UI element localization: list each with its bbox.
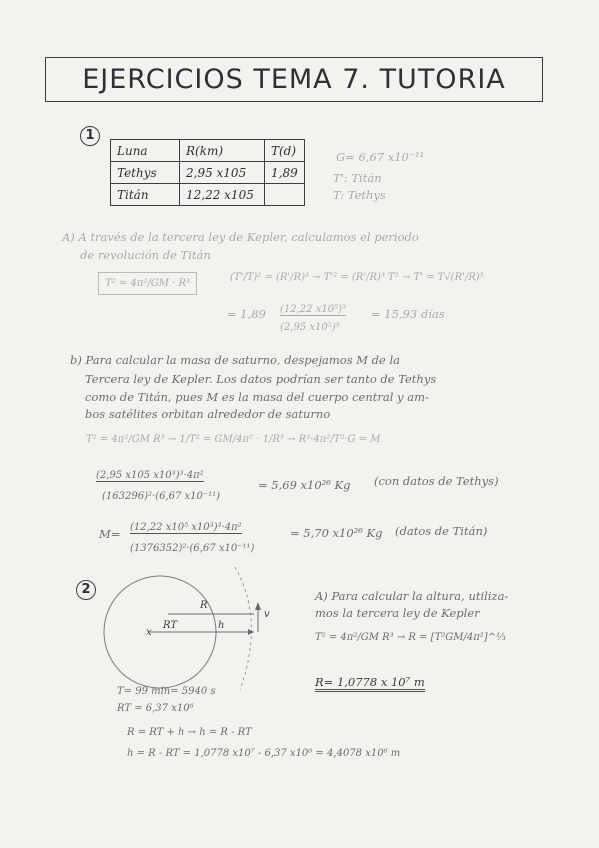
boxed-formula: T² = 4π²/GM · R³ bbox=[98, 272, 197, 295]
part-b-line1: b) Para calcular la masa de saturno, despejamos M de la bbox=[70, 353, 401, 367]
table-cell: 2,95 x105 bbox=[180, 162, 265, 184]
table-cell: 12,22 x105 bbox=[180, 184, 265, 206]
part-b-line4: bos satélites orbitan alrededor de saturno bbox=[85, 407, 331, 421]
mass-calc2-denominator: (1376352)²·(6,67 x10⁻¹¹) bbox=[130, 543, 255, 554]
ex2-formula: T² = 4π²/GM R³ → R = [T²GM/4π²]^⅓ bbox=[315, 632, 506, 643]
given-titan: T': Titán bbox=[333, 171, 382, 185]
mass-calc1-denominator: (163296)²·(6,67 x10⁻¹¹) bbox=[102, 491, 221, 502]
table-cell: Titán bbox=[111, 184, 180, 206]
mass-calc1-numerator: (2,95 x105 x10³)³·4π² bbox=[96, 470, 204, 481]
mass-calc1-result: = 5,69 x10²⁶ Kg bbox=[258, 478, 351, 492]
label-h: h bbox=[218, 620, 225, 631]
orbit-arc bbox=[235, 567, 251, 690]
period-result-lhs: = 1,89 bbox=[227, 307, 266, 321]
ex2-step-2: h = R - RT = 1,0778 x10⁷ - 6,37 x10⁶ = 4,4078 x10⁶ m bbox=[127, 748, 401, 759]
mass-calc2-numerator: (12,22 x10⁵ x10³)³·4π² bbox=[130, 522, 242, 533]
ex2-part-a-line2: mos la tercera ley de Kepler bbox=[315, 606, 480, 620]
period-result-num: (12,22 x10⁵)³ bbox=[280, 304, 346, 315]
ex2-part-a-line1: A) Para calcular la altura, utiliza- bbox=[315, 589, 509, 603]
header-cell: R(km) bbox=[180, 140, 265, 162]
label-v: v bbox=[264, 609, 270, 620]
period-result-den: (2,95 x10⁵)³ bbox=[280, 322, 340, 333]
given-earth-radius: RT = 6,37 x10⁶ bbox=[117, 703, 194, 714]
header-cell: T(d) bbox=[265, 140, 305, 162]
exercise-1-number: 1 bbox=[80, 126, 100, 146]
table-cell: Tethys bbox=[111, 162, 180, 184]
mass-calc2-note: (datos de Titán) bbox=[395, 524, 488, 538]
label-x: x bbox=[146, 627, 152, 638]
table-cell: 1,89 bbox=[265, 162, 305, 184]
ex2-radius-result: R= 1,0778 x 10⁷ m bbox=[315, 675, 425, 692]
given-period: T= 99 min= 5940 s bbox=[117, 686, 216, 697]
header-cell: Luna bbox=[111, 140, 180, 162]
part-b-line2: Tercera ley de Kepler. Los datos podrían ser tanto de Tethys bbox=[85, 372, 437, 386]
page-title: EJERCICIOS TEMA 7. TUTORIA bbox=[82, 64, 506, 95]
given-g: G= 6,67 x10⁻¹¹ bbox=[336, 150, 425, 164]
ratio-formula: (T'/T)² = (R'/R)³ → T'² = (R'/R)³ T² → T' = T√(R'/R)³ bbox=[230, 272, 484, 283]
radius-arrow bbox=[248, 629, 254, 635]
period-result-value: = 15,93 días bbox=[371, 307, 445, 321]
mass-derivation: T² = 4π²/GM R³ → 1/T² = GM/4π² · 1/R³ → R³·4π²/T²·G = M bbox=[86, 434, 381, 445]
velocity-arrowhead bbox=[255, 602, 261, 610]
label-RT: RT bbox=[163, 620, 178, 631]
exercise-2-number: 2 bbox=[76, 580, 96, 600]
given-tethys: T: Tethys bbox=[333, 188, 386, 202]
part-b-line3: como de Titán, pues M es la masa del cuerpo central y am- bbox=[85, 390, 429, 404]
mass-calc2-lhs: M= bbox=[99, 527, 121, 541]
part-a-intro-line1: A) A través de la tercera ley de Kepler, calculamos el periodo bbox=[62, 230, 419, 244]
mass-calc1-note: (con datos de Tethys) bbox=[374, 474, 499, 488]
mass-calc2-result: = 5,70 x10²⁶ Kg bbox=[290, 526, 383, 540]
ex2-step-1: R = RT + h → h = R - RT bbox=[127, 727, 252, 738]
label-R: R bbox=[200, 600, 208, 611]
part-a-intro-line2: de revolución de Titán bbox=[80, 248, 211, 262]
